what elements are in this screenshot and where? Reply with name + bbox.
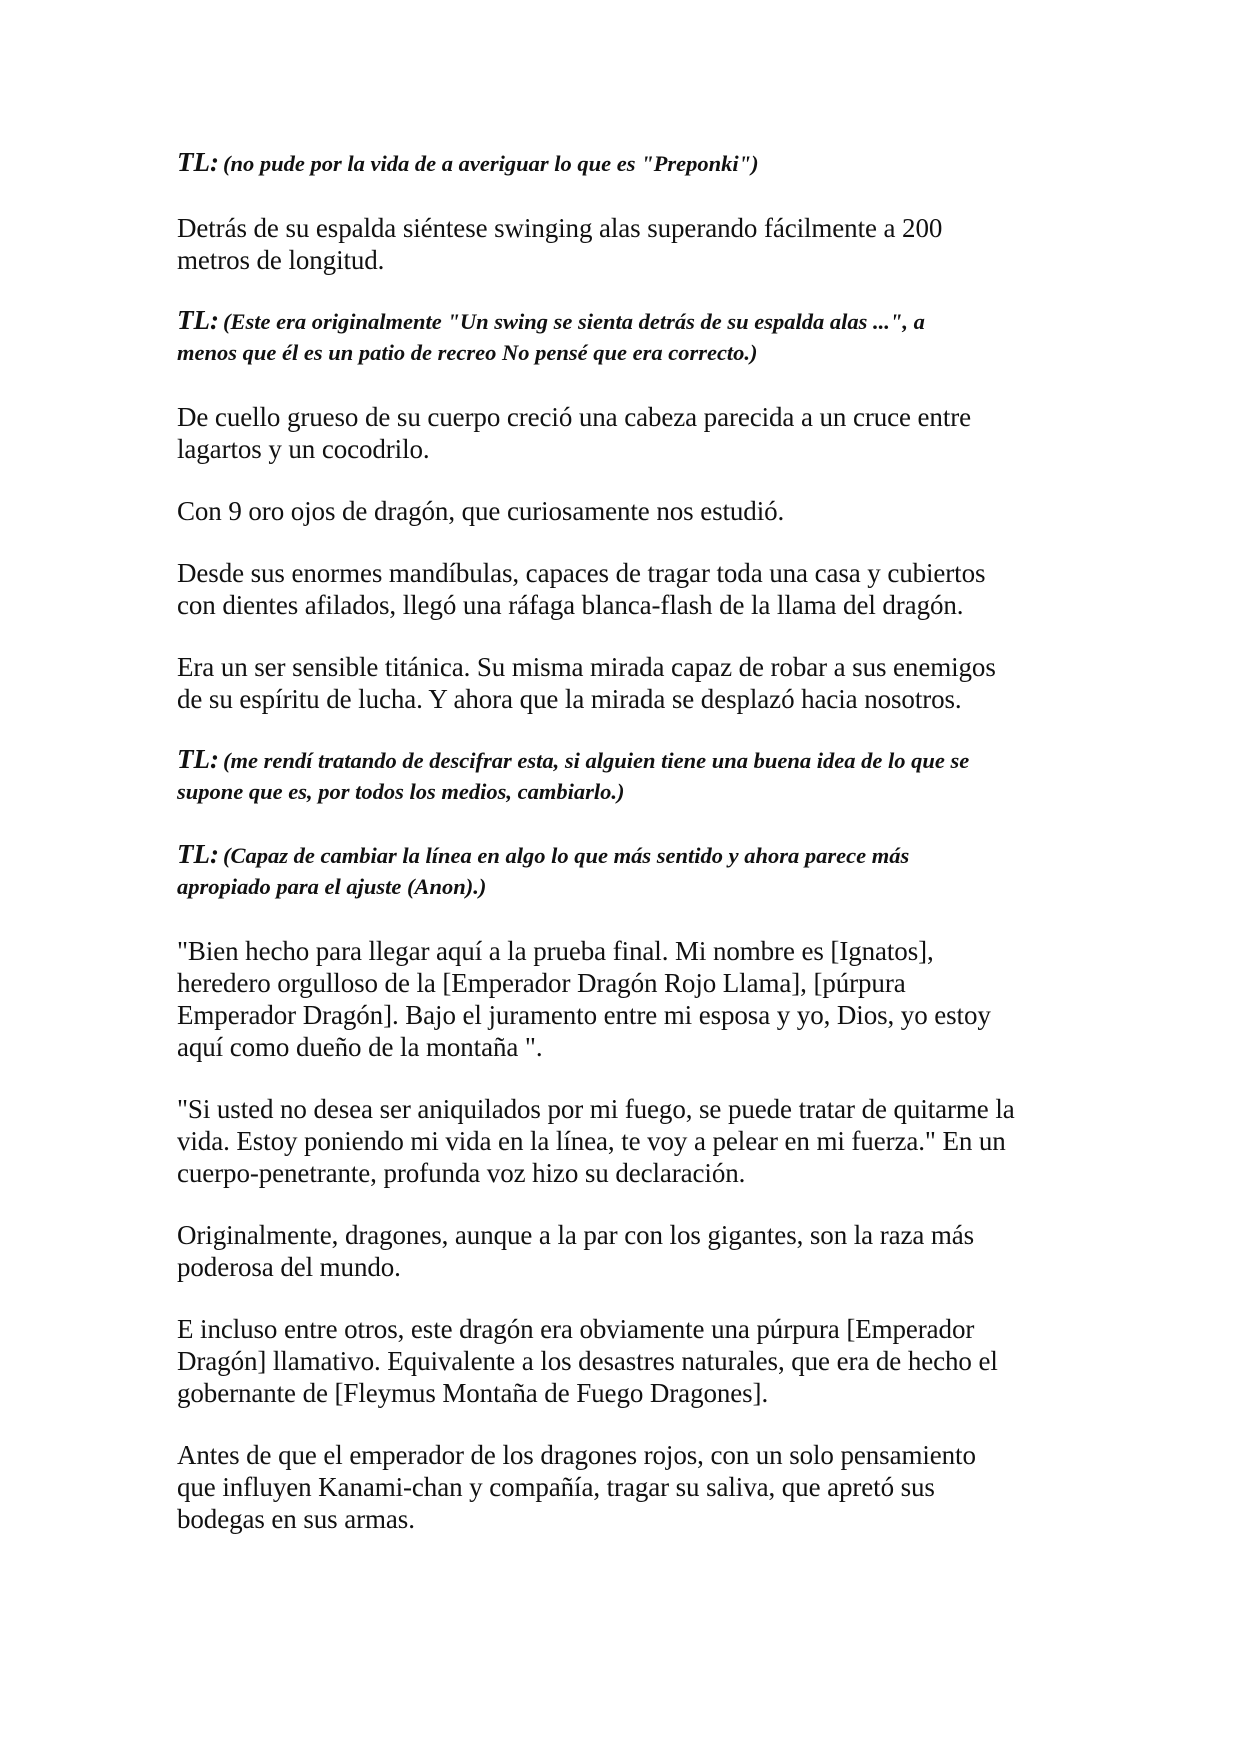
paragraph: "Si usted no desea ser aniquilados por mi fuego, se puede tratar de quitarme la vida. Estoy poniendo mi vida en la línea, te voy a pelear en mi fuerza." En un cuerpo-penetrante, profunda voz hizo su declaración. bbox=[177, 1093, 1015, 1188]
translator-note bbox=[177, 840, 1077, 905]
translator-note-label: TL: bbox=[177, 147, 219, 177]
translator-note-label: TL: bbox=[177, 838, 219, 869]
translator-note-label: TL: bbox=[177, 743, 219, 774]
paragraph: Originalmente, dragones, aunque a la par con los gigantes, son la raza más poderosa del mundo. bbox=[177, 1219, 975, 1282]
paragraph: De cuello grueso de su cuerpo creció una cabeza parecida a un cruce entre lagartos y un cocodrilo. bbox=[177, 401, 971, 464]
paragraph: Detrás de su espalda siéntese swinging alas superando fácilmente a 200 metros de longitud. bbox=[177, 212, 943, 275]
paragraph: E incluso entre otros, este dragón era obviamente una púrpura [Emperador Dragón] llamativo. Equivalente a los desastres naturales, que era de hecho el gobernante de [Fleymus Montaña de Fuego Dragones]. bbox=[177, 1313, 998, 1408]
paragraph: Con 9 oro ojos de dragón, que curiosamente nos estudió. bbox=[177, 495, 785, 526]
translator-note-text: (Este era originalmente "Un swing se sienta detrás de su espalda alas ...", a menos que él es un patio de recreo No pensé que era correcto.) bbox=[177, 308, 925, 365]
translator-note bbox=[177, 148, 1077, 182]
paragraph: Antes de que el emperador de los dragones rojos, con un solo pensamiento que influyen Kanami-chan y compañía, tragar su saliva, que apretó sus bodegas en sus armas. bbox=[177, 1439, 976, 1534]
translator-note-text: (me rendí tratando de descifrar esta, si alguien tiene una buena idea de lo que se supone que es, por todos los medios, cambiarlo.) bbox=[177, 747, 970, 804]
paragraph: Desde sus enormes mandíbulas, capaces de tragar toda una casa y cubiertos con dientes afilados, llegó una ráfaga blanca-flash de la llama del dragón. bbox=[177, 557, 986, 620]
translator-note-text: (Capaz de cambiar la línea en algo lo que más sentido y ahora parece más apropiado para el ajuste (Anon).) bbox=[177, 842, 910, 899]
document-body bbox=[177, 148, 1077, 1565]
paragraph: Era un ser sensible titánica. Su misma mirada capaz de robar a sus enemigos de su espíritu de lucha. Y ahora que la mirada se desplazó hacia nosotros. bbox=[177, 651, 996, 714]
translator-note bbox=[177, 306, 1077, 371]
paragraph: "Bien hecho para llegar aquí a la prueba final. Mi nombre es [Ignatos], heredero orgulloso de la [Emperador Dragón Rojo Llama], [púrpura Emperador Dragón]. Bajo el juramento entre mi esposa y yo, Dios, yo estoy aquí como dueño de la montaña ". bbox=[177, 935, 991, 1062]
translator-note-text: (no pude por la vida de a averiguar lo que es "Preponki") bbox=[222, 151, 759, 176]
translator-note-label: TL: bbox=[177, 304, 219, 335]
translator-note bbox=[177, 745, 1077, 810]
